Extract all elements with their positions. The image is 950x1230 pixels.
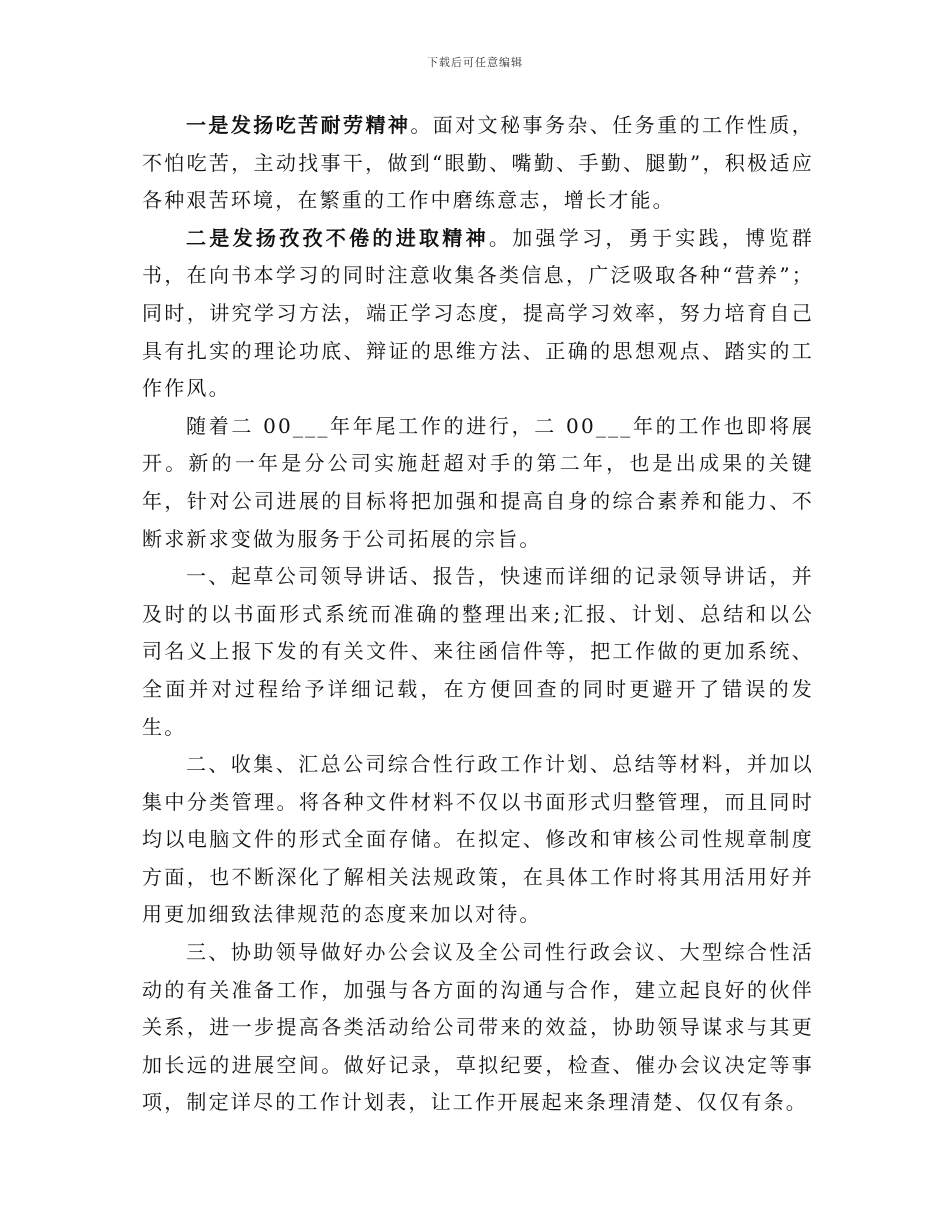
paragraph-2-lead: 二是发扬孜孜不倦的进取精神 [186, 225, 489, 250]
paragraph-3-text: 随着二 00___年年尾工作的进行，二 00___年的工作也即将展开。新的一年是分公司实施赶超对手的第二年，也是出成果的关键年，针对公司进展的目标将把加强和提高自身的综合素养和能力、不断求新求变做为服务于公司拓展的宗旨。 [142, 413, 814, 551]
page-header-note: 下载后可任意编辑 [427, 56, 523, 69]
document-body [142, 107, 814, 1122]
paragraph-6 [142, 934, 814, 1122]
paragraph-4 [142, 558, 814, 746]
paragraph-5-text: 二、收集、汇总公司综合性行政工作计划、总结等材料，并加以集中分类管理。将各种文件材料不仅以书面形式归整管理，而且同时均以电脑文件的形式全面存储。在拟定、修改和审核公司性规章制度方面，也不断深化了解相关法规政策，在具体工作时将其用活用好并用更加细致法律规范的态度来加以对待。 [142, 752, 814, 927]
paragraph-4-text: 一、起草公司领导讲话、报告，快速而详细的记录领导讲话，并及时的以书面形式系统而准确的整理出来;汇报、计划、总结和以公司名义上报下发的有关文件、来往函信件等，把工作做的更加系统、全面并对过程给予详细记载，在方便回查的同时更避开了错误的发生。 [142, 564, 814, 739]
paragraph-1-lead: 一是发扬吃苦耐劳精神 [186, 113, 411, 137]
paragraph-6-text: 三、协助领导做好办公会议及全公司性行政会议、大型综合性活动的有关准备工作，加强与各方面的沟通与合作，建立起良好的伙伴关系，进一步提高各类活动给公司带来的效益，协助领导谋求与其更加长远的进展空间。做好记录，草拟纪要，检查、催办会议决定等事项，制定详尽的工作计划表，让工作开展起来条理清楚、仅仅有条。 [142, 940, 814, 1115]
paragraph-1 [142, 107, 814, 220]
paragraph-5 [142, 746, 814, 934]
paragraph-3 [142, 408, 814, 558]
paragraph-2-text: 。加强学习，勇于实践，博览群书，在向书本学习的同时注意收集各类信息，广泛吸取各种“营养”；同时，讲究学习方法，端正学习态度，提高学习效率，努力培育自己具有扎实的理论功底、辩证的思维方法、正确的思想观点、踏实的工作作风。 [142, 225, 814, 401]
paragraph-1-text: 。面对文秘事务杂、任务重的工作性质，不怕吃苦，主动找事干，做到“眼勤、嘴勤、手勤、腿勤”，积极适应各种艰苦环境，在繁重的工作中磨练意志，增长才能。 [142, 113, 814, 213]
paragraph-2 [142, 220, 814, 408]
